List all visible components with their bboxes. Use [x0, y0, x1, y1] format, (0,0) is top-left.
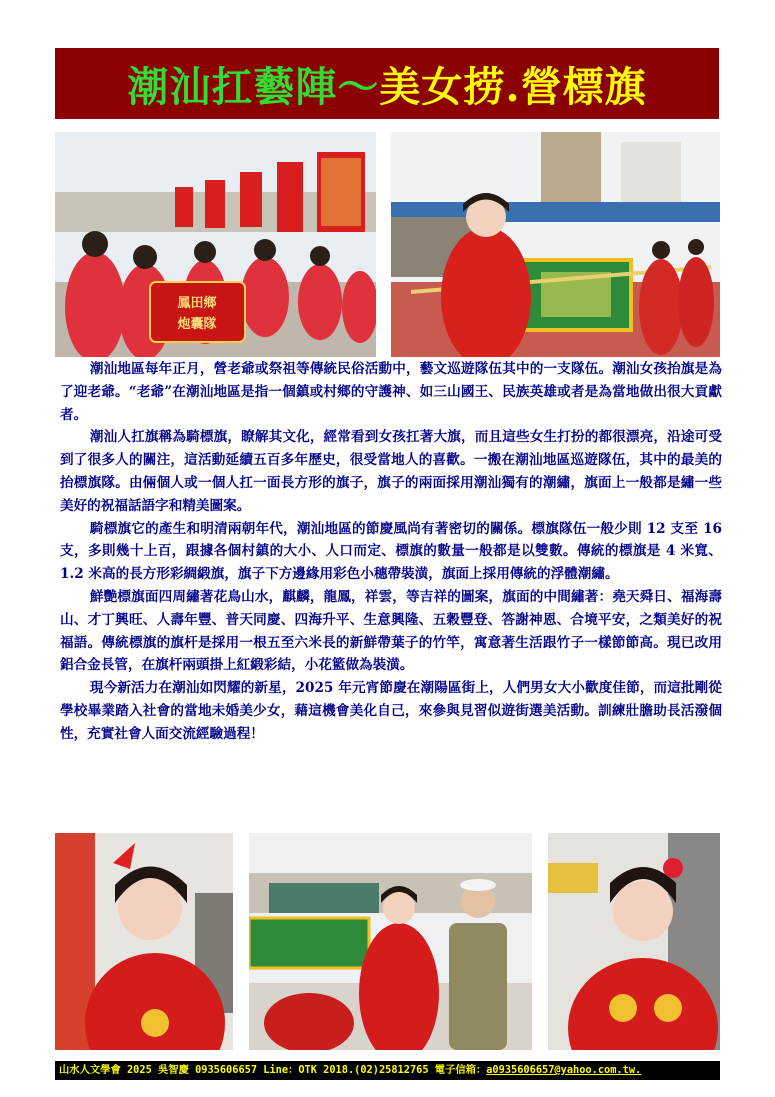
title-part-1: 潮汕扛藝陣～ [127, 63, 380, 111]
photo-girl-with-banner [391, 132, 720, 357]
footer-email-link[interactable]: a0935606657@yahoo.com.tw. [486, 1064, 642, 1076]
paragraph-5: 現今新活力在潮汕如閃耀的新星，2025 年元宵節慶在潮陽區街上，人們男女大小歡度佳節，而這批剛從學校畢業踏入社會的當地未婚美少女，藉這機會美化自己，來參與見習似遊街選美活動。訓練壯膽助長活潑個性，充實社會人面交流經驗過程！ [60, 680, 722, 742]
sign-line-1: 鳳田鄉 [177, 296, 217, 311]
photo-girl-and-man [249, 833, 532, 1050]
photo-girl-closeup-right [548, 833, 720, 1050]
title-part-2: 美女捞.營標旗 [379, 63, 647, 111]
photo-girl-closeup-left [55, 833, 233, 1050]
paragraph-2: 潮汕人扛旗稱為騎標旗，瞭解其文化，經常看到女孩扛著大旗，而且這些女生打扮的都很漂亮，沿途可受到了很多人的關注，這活動延續五百多年歷史，很受當地人的喜歡。一搬在潮汕地區巡遊隊伍，其中的最美的抬標旗隊。由倆個人或一個人扛一面長方形的旗子，旗子的兩面採用潮汕獨有的潮繡，旗面上一般都是繡一些美好的祝福話語字和精美圖案。 [60, 429, 722, 514]
paragraph-1: 潮汕地區每年正月，營老爺或祭祖等傳統民俗活動中，藝文巡遊隊伍其中的一支隊伍。潮汕女孩抬旗是為了迎老爺。“老爺”在潮汕地區是指一個鎮或村鄉的守護神、如三山國王、民族英雄或者是為當地做出很大貢獻者。 [60, 361, 722, 423]
sign-line-2: 炮囊隊 [177, 317, 217, 332]
paragraph-4: 鮮艷標旗面四周繡著花鳥山水，麒麟，龍鳳，祥雲，等吉祥的圖案，旗面的中間繡著：堯天舜日、福海壽山、才丁興旺、人壽年豐、普天同慶、四海升平、生意興隆、五穀豐登、答謝神恩、合境平安，之類美好的祝福語。傳統標旗的旗杆是採用一根五至六米長的新鮮帶葉子的竹竿，寓意著生活跟竹子一樣節節高。現已改用鋁合金長管，在旗杆兩頭掛上紅緞彩結，小花籃做為裝潢。 [60, 588, 722, 674]
footer-bar [55, 1061, 720, 1080]
paragraph-3: 騎標旗它的產生和明清兩朝年代，潮汕地區的節慶風尚有著密切的關係。標旗隊伍一般少則 12 支至 16 支，多則幾十上百，跟據各個村鎮的大小、人口而定、標旗的數量一般都是以雙數。傳統的標旗是 4 米寬、1.2 米高的長方形彩綢緞旗，旗子下方邊緣用彩色小穗帶裝潢，旗面上採用傳統的浮體潮繡。 [60, 520, 722, 583]
footer-text: 山水人文學會 2025 吳智慶 0935606657 Line：OTK 2018.(02)25812765 電子信箱： [59, 1064, 487, 1076]
photo-parade-banners [55, 132, 376, 357]
title-banner [55, 48, 719, 119]
article-body [60, 358, 722, 746]
